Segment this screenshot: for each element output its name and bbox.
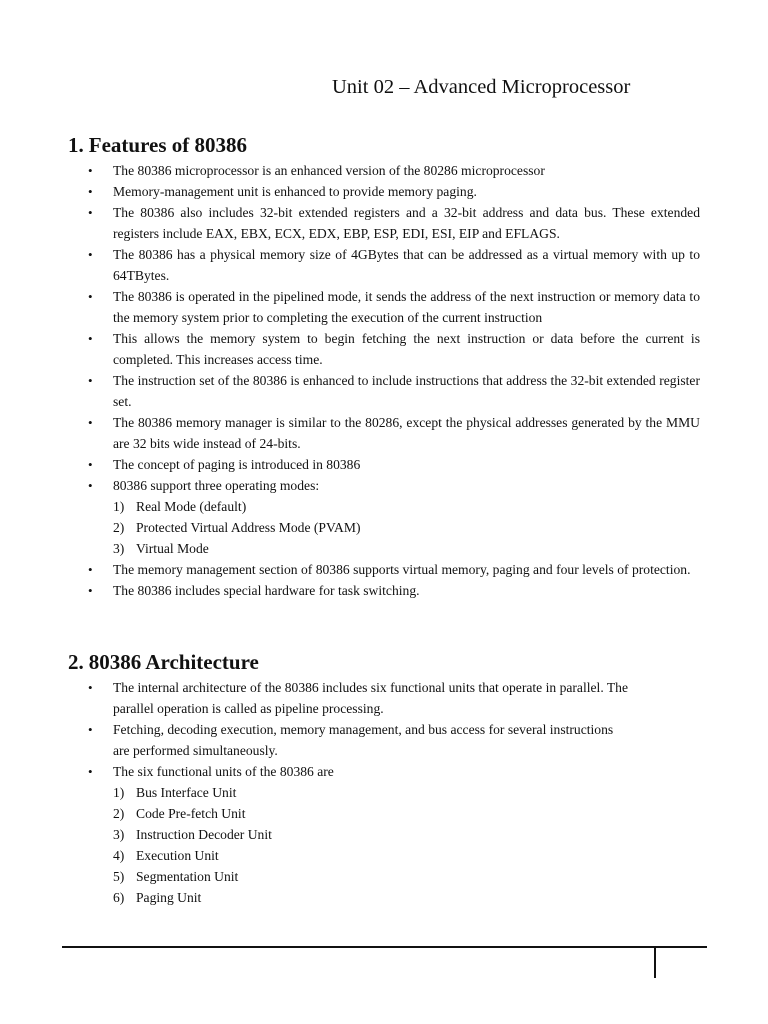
numbered-item: 1) Bus Interface Unit xyxy=(113,785,237,800)
list-item: • The 80386 includes special hardware for task switching. xyxy=(88,580,700,601)
numbered-item: 1) Real Mode (default) xyxy=(113,499,247,514)
numbered-item: 3) Virtual Mode xyxy=(113,541,209,556)
list-item-text: 80386 support three operating modes: xyxy=(113,478,320,493)
features-list xyxy=(88,160,700,601)
numbered-item: 5) Segmentation Unit xyxy=(113,869,239,884)
numbered-item: 2) Code Pre-fetch Unit xyxy=(113,806,246,821)
list-item: • This allows the memory system to begin fetching the next instruction or data before the current is completed. This increases access time. xyxy=(88,328,700,370)
list-item: • The 80386 is operated in the pipelined mode, it sends the address of the next instruction or memory data to the memory system prior to completing the execution of the current instruction xyxy=(88,286,700,328)
section-number: 2. xyxy=(68,650,84,674)
list-item: • The 80386 also includes 32-bit extended registers and a 32-bit address and data bus. These extended registers include EAX, EBX, ECX, EDX, EBP, ESP, EDI, ESI, EIP and EFLAGS. xyxy=(88,202,700,244)
footer-page-marker xyxy=(654,948,656,978)
architecture-list xyxy=(88,677,700,908)
section-title: 80386 Architecture xyxy=(88,650,259,674)
list-item: • The 80386 has a physical memory size of 4GBytes that can be addressed as a virtual memory with up to 64TBytes. xyxy=(88,244,700,286)
operating-modes-list xyxy=(113,496,700,559)
list-item: • The instruction set of the 80386 is enhanced to include instructions that address the 32-bit extended register set. xyxy=(88,370,700,412)
operating-modes-item xyxy=(88,475,700,559)
section-title: Features of 80386 xyxy=(88,133,247,157)
section-number: 1. xyxy=(68,133,84,157)
list-item: • The 80386 memory manager is similar to the 80286, except the physical addresses generated by the MMU are 32 bits wide instead of 24-bits. xyxy=(88,412,700,454)
functional-units-item xyxy=(88,761,700,908)
list-item: • Memory-management unit is enhanced to provide memory paging. xyxy=(88,181,700,202)
page-title: Unit 02 – Advanced Microprocessor xyxy=(332,76,631,98)
functional-units-list xyxy=(113,782,700,908)
numbered-item: 6) Paging Unit xyxy=(113,890,202,905)
list-item: • The memory management section of 80386 supports virtual memory, paging and four levels of protection. xyxy=(88,559,700,580)
numbered-item: 3) Instruction Decoder Unit xyxy=(113,827,272,842)
numbered-item: 2) Protected Virtual Address Mode (PVAM) xyxy=(113,520,361,535)
list-item: • The internal architecture of the 80386 includes six functional units that operate in parallel. The parallel operation is called as pipeline processing. xyxy=(88,677,653,719)
list-item-text: The six functional units of the 80386 are xyxy=(113,764,334,779)
list-item: • The concept of paging is introduced in 80386 xyxy=(88,454,700,475)
section-heading-architecture xyxy=(68,649,259,675)
section-heading-features xyxy=(68,132,247,158)
numbered-item: 4) Execution Unit xyxy=(113,848,219,863)
footer-divider xyxy=(62,946,707,948)
list-item: • Fetching, decoding execution, memory management, and bus access for several instructions are performed simultaneously. xyxy=(88,719,623,761)
list-item: • The 80386 microprocessor is an enhanced version of the 80286 microprocessor xyxy=(88,160,700,181)
